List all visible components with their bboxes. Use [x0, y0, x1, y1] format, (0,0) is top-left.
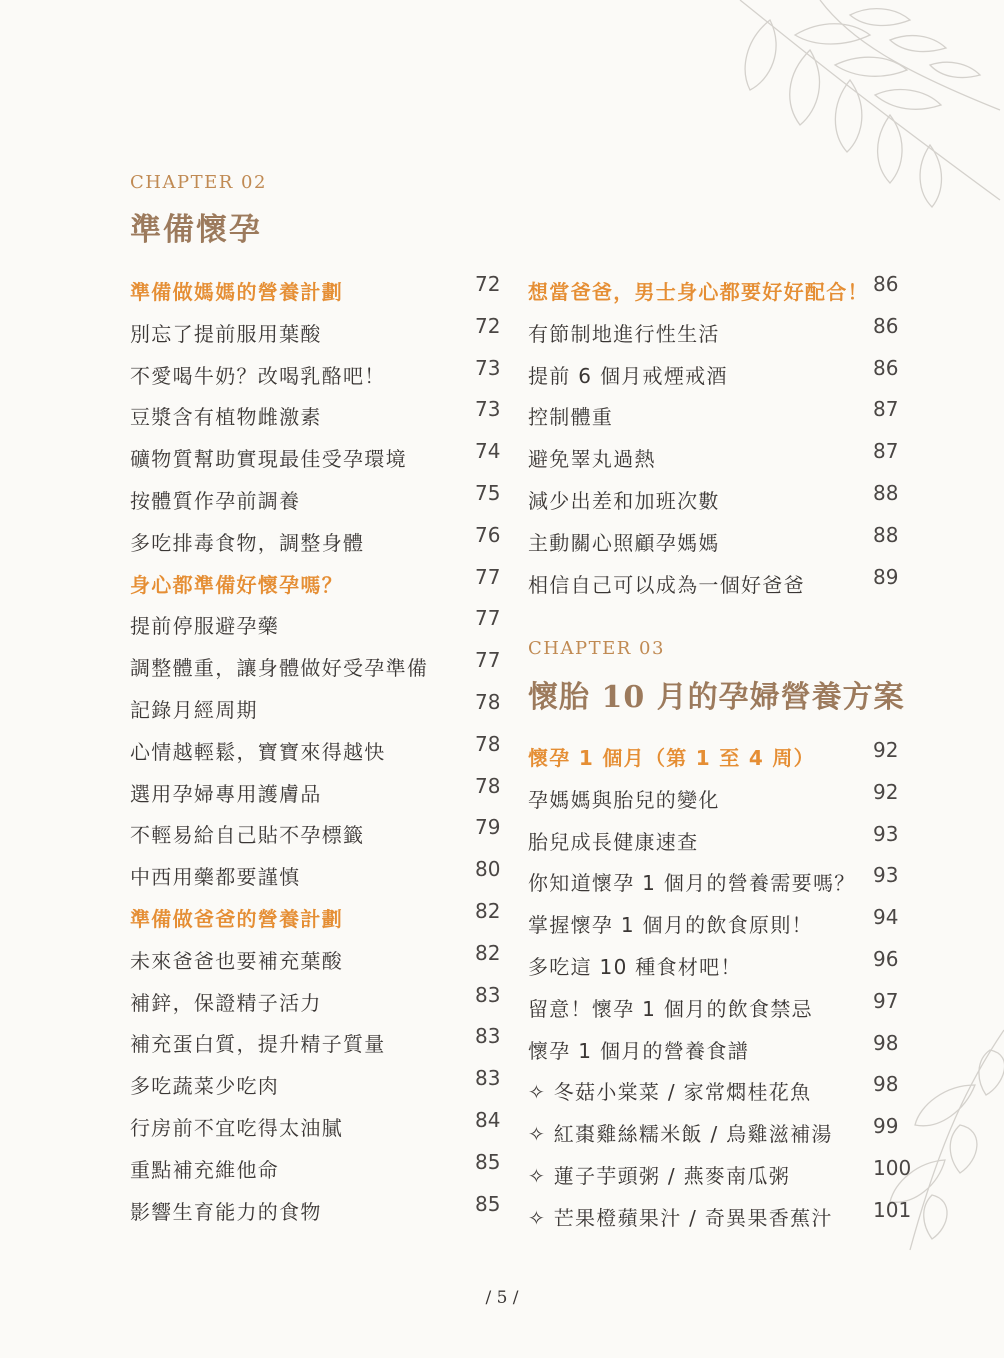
toc-entry-page: 97 — [873, 988, 899, 1013]
toc-entry-title: 選用孕婦專用護膚品 — [130, 781, 322, 806]
toc-entry — [130, 690, 501, 723]
toc-entry-title: ✧ 芒果橙蘋果汁 / 奇異果香蕉汁 — [528, 1205, 833, 1230]
toc-entry-page: 74 — [475, 439, 501, 464]
toc-entry — [130, 815, 501, 848]
toc-entry-page: 99 — [873, 1114, 899, 1139]
toc-entry-page: 78 — [475, 773, 501, 798]
toc-entry — [528, 988, 899, 1022]
toc-entry-title: 別忘了提前服用葉酸 — [130, 321, 322, 346]
toc-entry-page: 78 — [475, 690, 501, 714]
toc-entry-page: 85 — [475, 1191, 501, 1216]
toc-entry-page: 73 — [475, 355, 501, 380]
toc-entry-title: ✧ 蓮子芋頭粥 / 燕麥南瓜粥 — [528, 1164, 791, 1188]
toc-entry — [130, 857, 501, 890]
toc-entry-page: 72 — [475, 272, 501, 296]
toc-entry-title: 提前停服避孕藥 — [130, 614, 280, 639]
toc-section-heading — [528, 272, 899, 305]
toc-entry-page: 88 — [873, 522, 899, 547]
toc-entry-page: 101 — [873, 1197, 912, 1222]
toc-entry-title: 準備做爸爸的營養計劃 — [130, 907, 343, 931]
toc-entry — [130, 982, 501, 1016]
toc-entry — [528, 1072, 899, 1105]
toc-entry-page: 82 — [475, 899, 501, 923]
toc-entry-title: 想當爸爸，男士身心都要好好配合！ — [528, 280, 869, 304]
toc-entry-title: 提前 6 個月戒煙戒酒 — [528, 363, 728, 388]
toc-entry — [130, 313, 501, 347]
chapter-title: 準備懷孕 — [130, 212, 262, 248]
toc-entry — [528, 905, 899, 938]
toc-entry-page: 98 — [873, 1072, 899, 1097]
toc-entry-page: 85 — [475, 1149, 501, 1174]
toc-entry — [130, 1108, 501, 1141]
toc-entry — [130, 1191, 501, 1225]
toc-entry-title: 行房前不宜吃得太油膩 — [130, 1116, 343, 1140]
toc-entry-page: 79 — [475, 815, 501, 840]
toc-entry-page: 100 — [873, 1156, 912, 1180]
toc-entry-page: 73 — [475, 397, 501, 422]
toc-entry — [528, 1030, 899, 1064]
toc-entry-title: 補鋅，保證精子活力 — [130, 990, 322, 1015]
toc-entry-page: 89 — [873, 564, 899, 589]
leaf-branch-icon — [880, 1010, 1004, 1270]
toc-entry-title: 主動關心照顧孕媽媽 — [528, 530, 720, 555]
toc-entry — [528, 313, 899, 347]
leaf-branch-icon — [700, 0, 1004, 250]
toc-entry-page: 77 — [475, 564, 501, 589]
toc-entry-title: 懷孕 1 個月的營養食譜 — [528, 1038, 750, 1063]
toc-entry-title: 補充蛋白質，提升精子質量 — [130, 1032, 386, 1057]
toc-entry-title: 準備做媽媽的營養計劃 — [130, 280, 343, 304]
toc-entry-title: 避免睪丸過熱 — [528, 447, 656, 472]
toc-entry — [130, 773, 501, 807]
toc-entry — [130, 522, 501, 556]
toc-entry-title: 影響生育能力的食物 — [130, 1199, 322, 1224]
toc-entry-title: 控制體重 — [528, 405, 614, 430]
toc-entry-page: 80 — [475, 857, 501, 882]
toc-entry-page: 84 — [475, 1108, 501, 1132]
toc-entry-page: 77 — [475, 648, 501, 673]
chapter-title: 懷胎 10 月的孕婦營養方案 — [528, 680, 905, 715]
toc-entry-page: 83 — [475, 1024, 501, 1049]
toc-entry-title: 記錄月經周期 — [130, 698, 258, 722]
toc-entry-page: 82 — [475, 940, 501, 965]
toc-section-heading — [130, 272, 501, 305]
toc-entry — [528, 947, 899, 980]
toc-entry — [130, 481, 501, 514]
toc-entry — [528, 1197, 912, 1231]
toc-entry-title: 按體質作孕前調養 — [130, 489, 301, 513]
toc-entry — [528, 397, 899, 430]
toc-section-heading — [130, 899, 501, 932]
chapter-label: CHAPTER 02 — [130, 172, 267, 193]
toc-entry-title: 重點補充維他命 — [130, 1157, 280, 1182]
toc-entry — [130, 940, 501, 974]
toc-entry — [528, 779, 899, 813]
toc-entry — [528, 522, 899, 556]
toc-entry-page: 87 — [873, 397, 899, 422]
toc-section-heading — [528, 738, 899, 771]
toc-entry-page: 76 — [475, 522, 501, 547]
toc-entry-title: 有節制地進行性生活 — [528, 321, 720, 346]
toc-entry-page: 92 — [873, 738, 899, 762]
toc-entry-page: 83 — [475, 982, 501, 1007]
toc-entry-title: 多吃排毒食物，調整身體 — [130, 530, 365, 555]
toc-entry — [528, 564, 899, 598]
toc-entry-title: 孕媽媽與胎兒的變化 — [528, 787, 720, 812]
toc-entry-title: 胎兒成長健康速查 — [528, 829, 699, 854]
toc-entry — [130, 1149, 501, 1183]
toc-entry — [130, 1024, 501, 1057]
toc-entry — [130, 606, 501, 639]
page-number: / 5 / — [485, 1288, 519, 1308]
toc-entry-title: 掌握懷孕 1 個月的飲食原則！ — [528, 913, 813, 938]
toc-entry — [528, 481, 899, 514]
toc-entry-title: ✧ 紅棗雞絲糯米飯 / 烏雞滋補湯 — [528, 1122, 833, 1147]
toc-entry-title: 調整體重，讓身體做好受孕準備 — [130, 656, 429, 681]
toc-entry-title: 減少出差和加班次數 — [528, 489, 720, 513]
toc-entry-page: 72 — [475, 313, 501, 338]
toc-entry-page: 87 — [873, 439, 899, 464]
toc-entry — [130, 355, 501, 389]
toc-entry — [130, 648, 501, 681]
toc-entry-title: 不輕易給自己貼不孕標籤 — [130, 823, 365, 848]
toc-entry-title: 礦物質幫助實現最佳受孕環境 — [130, 447, 407, 472]
toc-entry-page: 78 — [475, 731, 501, 756]
toc-entry — [130, 1066, 501, 1099]
toc-entry-title: 懷孕 1 個月（第 1 至 4 周） — [528, 746, 815, 770]
toc-entry — [528, 1156, 912, 1189]
toc-entry-page: 83 — [475, 1066, 501, 1091]
toc-entry-page: 86 — [873, 313, 899, 338]
toc-entry — [130, 397, 501, 430]
toc-section-heading — [130, 564, 501, 598]
toc-entry-title: 豆漿含有植物雌激素 — [130, 405, 322, 430]
toc-entry-title: 未來爸爸也要補充葉酸 — [130, 948, 343, 973]
toc-entry-page: 93 — [873, 863, 899, 888]
toc-entry-page: 77 — [475, 606, 501, 631]
toc-entry-page: 96 — [873, 947, 899, 971]
toc-entry-page: 88 — [873, 481, 899, 505]
toc-entry-title: 相信自己可以成為一個好爸爸 — [528, 572, 805, 597]
toc-entry-page: 98 — [873, 1030, 899, 1055]
toc-entry-page: 86 — [873, 355, 899, 380]
toc-entry-title: 不愛喝牛奶？改喝乳酪吧！ — [130, 363, 386, 388]
toc-entry-page: 93 — [873, 821, 899, 846]
toc-entry-title: 多吃蔬菜少吃肉 — [130, 1074, 280, 1099]
toc-entry — [130, 439, 501, 472]
toc-entry-page: 92 — [873, 779, 899, 804]
toc-entry-title: 心情越輕鬆，寶寶來得越快 — [130, 739, 386, 764]
toc-entry-title: 身心都準備好懷孕嗎？ — [130, 572, 343, 597]
toc-entry — [130, 731, 501, 765]
toc-entry — [528, 863, 899, 896]
toc-entry-title: 留意！懷孕 1 個月的飲食禁忌 — [528, 996, 813, 1021]
toc-entry — [528, 439, 899, 472]
toc-entry-title: 中西用藥都要謹慎 — [130, 865, 301, 890]
toc-entry-page: 86 — [873, 272, 899, 296]
toc-entry — [528, 355, 899, 389]
toc-entry-page: 94 — [873, 905, 899, 930]
toc-entry-title: 你知道懷孕 1 個月的營養需要嗎？ — [528, 871, 856, 896]
toc-entry-page: 75 — [475, 481, 501, 505]
toc-entry-title: ✧ 冬菇小棠菜 / 家常燜桂花魚 — [528, 1080, 812, 1105]
toc-entry — [528, 1114, 899, 1147]
toc-entry-title: 多吃這 10 種食材吧！ — [528, 955, 742, 979]
toc-entry — [528, 821, 899, 855]
chapter-label: CHAPTER 03 — [528, 638, 665, 659]
